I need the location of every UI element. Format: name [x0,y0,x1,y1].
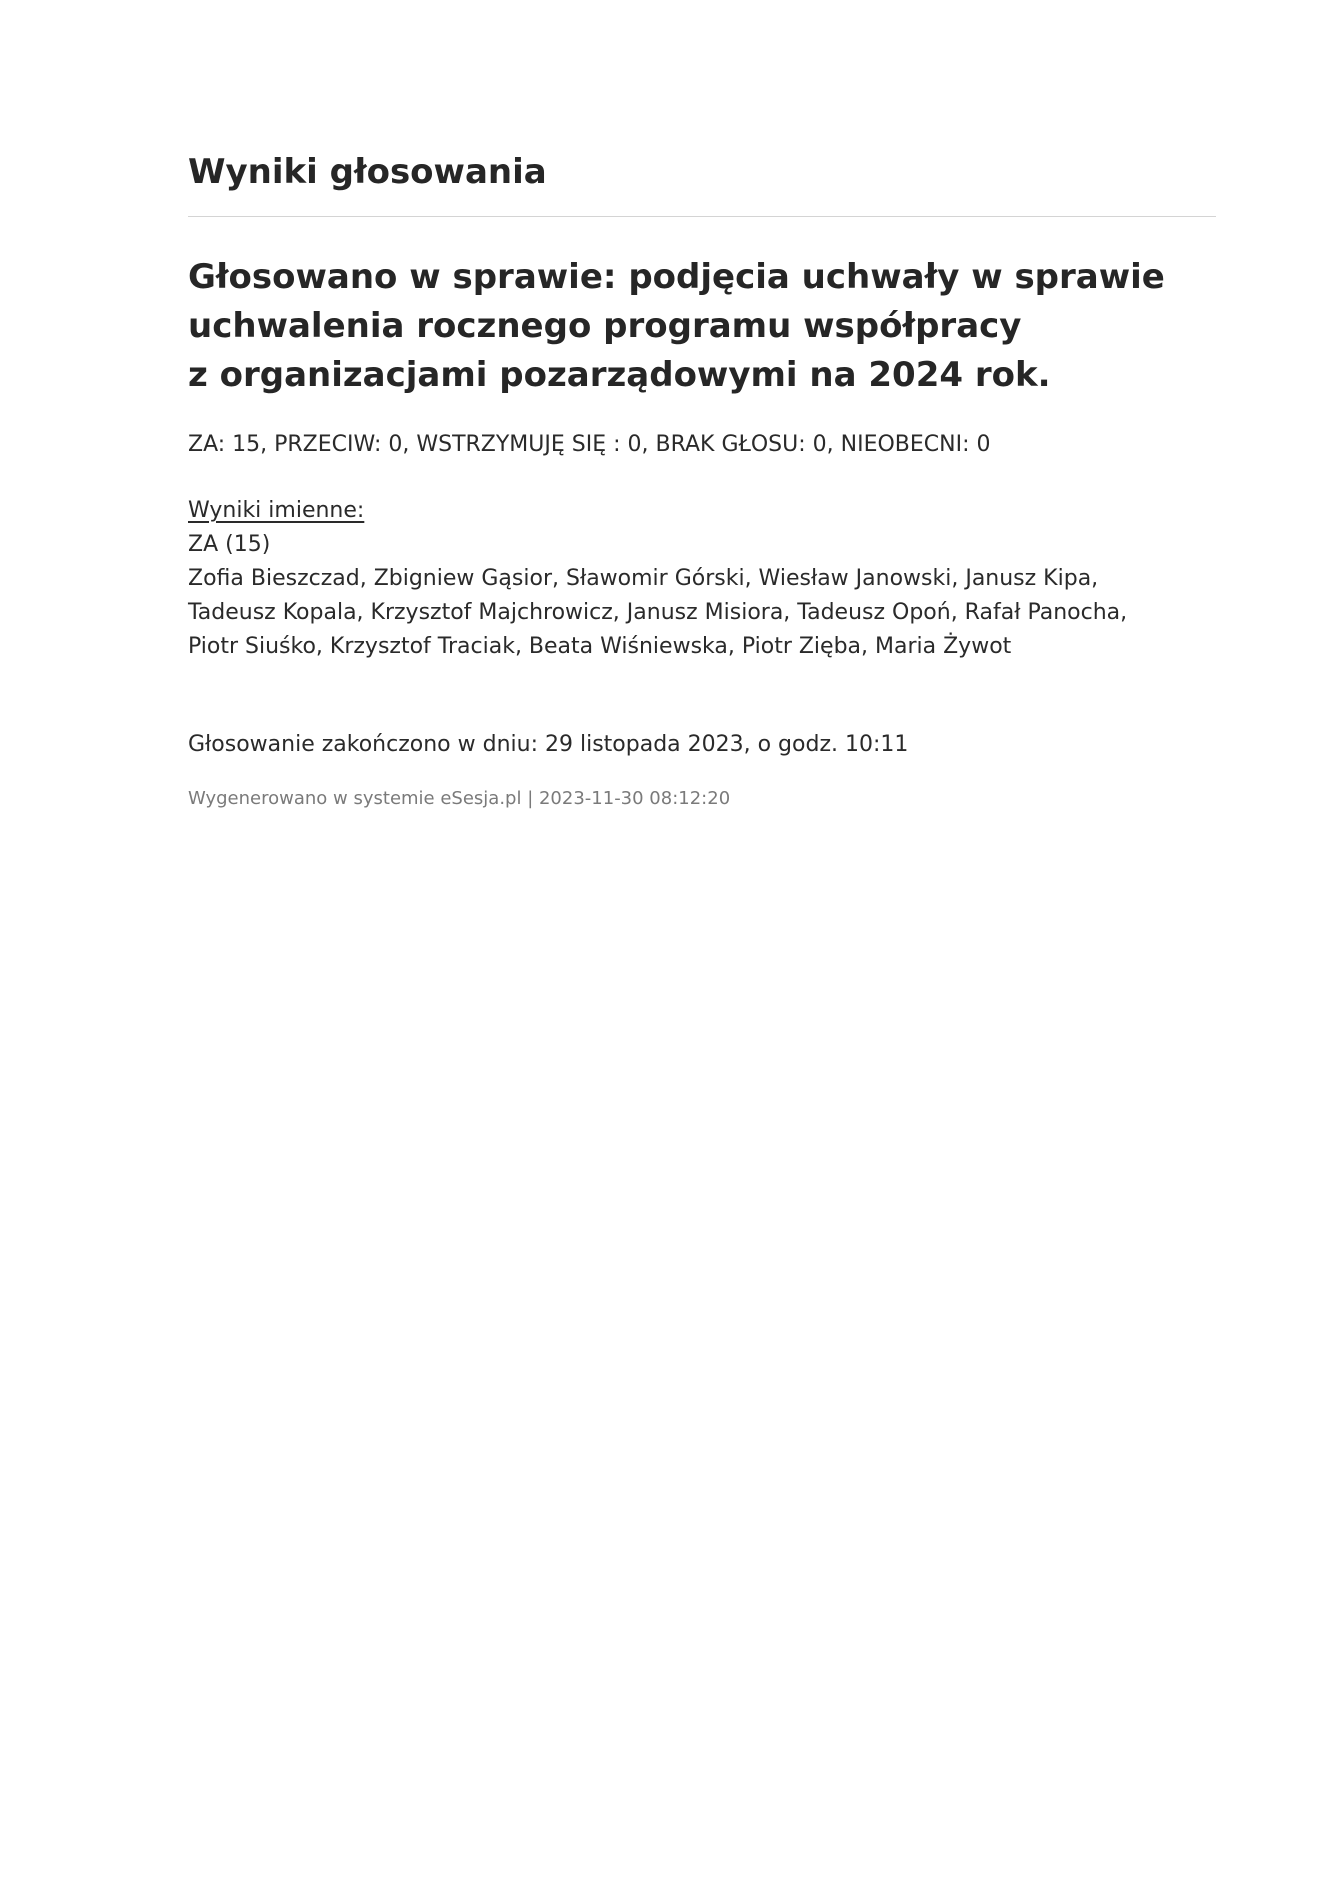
vote-subject-line: Głosowano w sprawie: podjęcia uchwały w sprawie [188,257,1165,297]
named-results-heading: Wyniki imienne: [188,498,365,523]
named-results [188,494,1218,664]
voter-names [188,562,1218,664]
title-divider [188,216,1216,217]
generated-footer: Wygenerowano w systemie eSesja.pl | 2023-11-30 08:12:20 [188,788,731,809]
document-content [188,150,1218,812]
voter-names-line: Tadeusz Kopala, Krzysztof Majchrowicz, Janusz Misiora, Tadeusz Opoń, Rafał Panocha, [188,600,1128,625]
vote-counts: ZA: 15, PRZECIW: 0, WSTRZYMUJĘ SIĘ : 0, BRAK GŁOSU: 0, NIEOBECNI: 0 [188,432,991,457]
voter-names-line: Piotr Siuśko, Krzysztof Traciak, Beata Wiśniewska, Piotr Zięba, Maria Żywot [188,634,1012,659]
vote-closed-date: Głosowanie zakończono w dniu: 29 listopada 2023, o godz. 10:11 [188,732,909,757]
vote-subject-line: z organizacjami pozarządowymi na 2024 rok. [188,355,1051,395]
voter-names-line: Zofia Bieszczad, Zbigniew Gąsior, Sławomir Górski, Wiesław Janowski, Janusz Kipa, [188,566,1099,591]
vote-group-label: ZA (15) [188,532,271,557]
page-title: Wyniki głosowania [188,152,547,192]
vote-subject-line: uchwalenia rocznego programu współpracy [188,306,1022,346]
vote-subject [188,253,1218,400]
